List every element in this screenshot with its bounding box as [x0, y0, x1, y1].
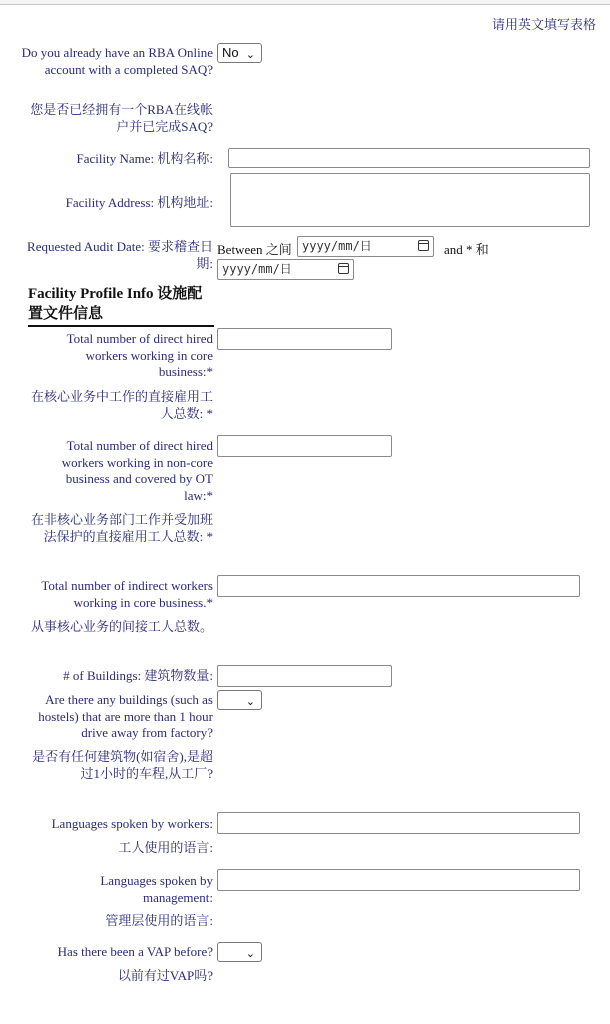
calendar-icon — [418, 240, 429, 251]
english-fill-hint: 请用英文填写表格 — [491, 17, 596, 32]
top-border — [0, 0, 610, 5]
rba-account-value: No — [222, 45, 239, 60]
audit-start-date-input[interactable] — [297, 236, 434, 257]
vap-before-label: Has there been a VAP before? — [57, 944, 213, 959]
direct-noncore-input[interactable] — [217, 435, 392, 457]
languages-workers-label-cn: 工人使用的语言: — [118, 840, 213, 855]
audit-start-date-placeholder: yyyy/mm/日 — [302, 239, 372, 253]
direct-core-label-cn: 在核心业务中工作的直接雇用工人总数: * — [30, 389, 213, 421]
direct-noncore-label-cn: 在非核心业务部门工作并受加班法保护的直接雇用工人总数: * — [30, 512, 213, 544]
languages-workers-input[interactable] — [217, 812, 580, 834]
languages-workers-label: Languages spoken by workers: — [51, 816, 213, 831]
and-label: and * 和 — [444, 242, 489, 257]
between-label: Between 之间 — [217, 242, 292, 257]
facility-name-input[interactable] — [228, 148, 590, 168]
facility-address-label: Facility Address: 机构地址: — [65, 195, 213, 210]
buildings-label: # of Buildings: 建筑物数量: — [63, 668, 213, 683]
chevron-down-icon: ⌄ — [245, 696, 255, 708]
audit-date-label: Requested Audit Date: 要求稽查日期: — [27, 239, 213, 271]
languages-management-input[interactable] — [217, 869, 580, 891]
far-buildings-select[interactable] — [217, 690, 262, 710]
indirect-core-label: Total number of indirect workers working in core business.* — [41, 578, 213, 610]
vap-before-label-cn: 以前有过VAP吗? — [117, 968, 213, 983]
calendar-icon — [338, 263, 349, 274]
rba-account-label-cn: 您是否已经拥有一个RBA在线帐户并已完成SAQ? — [30, 102, 213, 134]
rba-account-label: Do you already have an RBA Online account with a completed SAQ? — [21, 45, 213, 77]
rba-account-select[interactable] — [217, 43, 262, 63]
facility-name-label: Facility Name: 机构名称: — [76, 151, 213, 166]
direct-noncore-label: Total number of direct hired workers working in non-core business and covered by OT law:* — [61, 438, 213, 503]
far-buildings-label-cn: 是否有任何建筑物(如宿舍),是超过1小时的车程,从工厂? — [32, 749, 213, 781]
audit-end-date-input[interactable] — [217, 259, 354, 280]
far-buildings-label: Are there any buildings (such as hostels) that are more than 1 hour drive away from factory? — [38, 692, 213, 740]
indirect-core-label-cn: 从事核心业务的间接工人总数。 — [30, 619, 213, 634]
chevron-down-icon: ⌄ — [245, 49, 255, 61]
facility-address-textarea[interactable] — [230, 173, 590, 227]
audit-end-date-placeholder: yyyy/mm/日 — [222, 262, 292, 276]
languages-management-label-cn: 管理层使用的语言: — [105, 913, 213, 928]
direct-core-input[interactable] — [217, 328, 392, 350]
chevron-down-icon: ⌄ — [245, 948, 255, 960]
indirect-core-input[interactable] — [217, 575, 580, 597]
section-title-facility-profile: Facility Profile Info 设施配置文件信息 — [28, 284, 214, 327]
languages-management-label: Languages spoken by management: — [100, 873, 213, 905]
direct-core-label: Total number of direct hired workers working in core business:* — [66, 331, 213, 379]
buildings-input[interactable] — [217, 665, 392, 687]
vap-before-select[interactable] — [217, 942, 262, 962]
